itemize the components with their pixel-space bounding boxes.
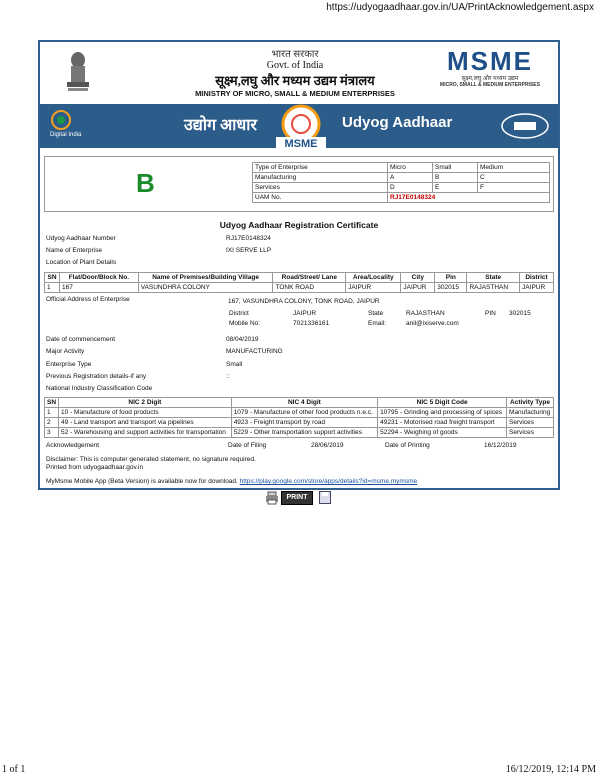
nic-label: National Industry Classification Code <box>46 385 153 392</box>
table-cell: 1 <box>45 408 59 418</box>
msme-logo-hindi: सूक्ष्म,लघु और मध्यम उद्यम <box>461 76 519 82</box>
major-activity-label: Major Activity <box>46 348 85 355</box>
plant-table <box>44 272 554 293</box>
table-cell: JAIPUR <box>520 283 554 293</box>
table-cell: Type of Enterprise <box>253 163 388 173</box>
print-controls <box>265 491 345 505</box>
table-cell: 1 <box>45 283 60 293</box>
enterprise-type-value: Small <box>226 361 243 368</box>
table-cell: Services <box>253 183 388 193</box>
table-cell: D <box>388 183 433 193</box>
enterprise-type-label: Enterprise Type <box>46 361 92 368</box>
column-header: Pin <box>435 273 467 283</box>
msme-logo <box>440 48 540 94</box>
disclaimer-text: Disclaimer: This is computer generated statement, no signature required. <box>46 456 256 463</box>
pin-value: 302015 <box>509 310 531 317</box>
printer-icon[interactable] <box>265 491 279 505</box>
table-row <box>253 173 550 183</box>
udyog-number-value: RJ17E0148324 <box>226 235 271 242</box>
table-cell: 49 - Land transport and transport via pipelines <box>59 418 232 428</box>
govt-of-india-text: Govt. of India <box>266 60 324 71</box>
table-cell: Micro <box>388 163 433 173</box>
table-row <box>45 428 554 438</box>
table-cell: Services <box>507 428 554 438</box>
table-cell: 302015 <box>435 283 467 293</box>
column-header: City <box>401 273 435 283</box>
state-value: RAJASTHAN <box>406 310 445 317</box>
printed-from-text: Printed from udyogaadhaar.gov.in <box>46 464 144 471</box>
table-cell: F <box>478 183 550 193</box>
column-header: SN <box>45 273 60 283</box>
table-cell: 167 <box>60 283 139 293</box>
column-header: Activity Type <box>507 398 554 408</box>
date-of-printing-value: 16/12/2019 <box>484 442 517 449</box>
table-cell: 4923 - Freight transport by road <box>231 418 377 428</box>
table-cell: JAIPUR <box>346 283 401 293</box>
enterprise-name-value: IXI SERVE LLP <box>226 247 272 254</box>
msme-logo-text: MSME <box>447 46 533 76</box>
uam-value: RJ17E0148324 <box>388 193 550 203</box>
table-cell: JAIPUR <box>401 283 435 293</box>
column-header: NIC 5 Digit Code <box>378 398 507 408</box>
column-header: Flat/Door/Block No. <box>60 273 139 283</box>
table-row <box>45 408 554 418</box>
hindi-govt-text: भारत सरकार <box>271 49 319 60</box>
column-header: State <box>467 273 520 283</box>
previous-registration-label: Previous Registration details-if any <box>46 373 147 380</box>
table-cell: 52294 - Weighing of goods <box>378 428 507 438</box>
ministry-hindi: सूक्ष्म,लघु और मध्यम उद्यम मंत्रालय <box>215 73 375 88</box>
table-cell: Services <box>507 418 554 428</box>
print-datetime: 16/12/2019, 12:14 PM <box>505 764 596 775</box>
national-emblem-icon <box>62 50 94 94</box>
band-english-title: Udyog Aadhaar <box>342 114 453 131</box>
table-cell: TONK ROAD <box>273 283 346 293</box>
table-header-row <box>45 273 554 283</box>
udyog-number-label: Udyog Aadhaar Number <box>46 235 116 242</box>
state-label: State <box>368 310 384 317</box>
table-row <box>253 183 550 193</box>
table-cell: 2 <box>45 418 59 428</box>
aadhaar-msme-badge-icon <box>270 104 332 150</box>
msme-small-badge-icon <box>500 112 550 140</box>
table-row <box>45 283 554 293</box>
pin-label: PIN <box>485 310 496 317</box>
column-header: District <box>520 273 554 283</box>
table-cell: B <box>433 173 478 183</box>
table-cell: VASUNDHRA COLONY <box>138 283 273 293</box>
ministry-english: MINISTRY OF MICRO, SMALL & MEDIUM ENTERPRISES <box>195 89 395 98</box>
table-cell: 5229 - Other transportation support activities <box>231 428 377 438</box>
table-cell: Medium <box>478 163 550 173</box>
mobile-app-text <box>46 478 417 485</box>
table-cell: 10 - Manufacture of food products <box>59 408 232 418</box>
save-icon[interactable] <box>319 491 331 504</box>
table-cell: Manufacturing <box>253 173 388 183</box>
email-label: Email: <box>368 320 387 327</box>
table-cell: A <box>388 173 433 183</box>
category-letter: B <box>136 168 155 198</box>
enterprise-type-table <box>252 162 550 203</box>
digital-india-logo <box>50 110 110 142</box>
mobile-app-link[interactable]: https://play.google.com/store/apps/details?id=msme.mymsme <box>239 478 418 485</box>
enterprise-name-label: Name of Enterprise <box>46 247 102 254</box>
major-activity-value: MANUFACTURING <box>226 348 283 355</box>
plant-details-label: Location of Plant Details <box>46 259 117 266</box>
date-of-filing-value: 28/06/2019 <box>311 442 344 449</box>
uam-label: UAM No. <box>253 193 388 203</box>
commencement-value: 08/04/2019 <box>226 336 259 343</box>
table-header-row <box>45 398 554 408</box>
column-header: NIC 2 Digit <box>59 398 232 408</box>
certificate-title: Udyog Aadhaar Registration Certificate <box>219 220 379 230</box>
msme-logo-sub: MICRO, SMALL & MEDIUM ENTERPRISES <box>440 82 540 88</box>
mobile-label: Mobile No: <box>229 320 261 327</box>
email-value: anil@ixiserve.com <box>406 320 459 327</box>
table-cell: C <box>478 173 550 183</box>
print-button[interactable]: PRINT <box>281 491 313 505</box>
table-row <box>45 418 554 428</box>
district-value: JAIPUR <box>293 310 317 317</box>
table-cell: 52 - Warehousing and support activities for transportation <box>59 428 232 438</box>
official-address-label: Official Address of Enterprise <box>46 296 130 303</box>
acknowledgement-label: Acknowledgement <box>46 442 100 449</box>
date-of-filing-label: Date of Filing <box>228 442 267 449</box>
column-header: Area/Locality <box>346 273 401 283</box>
page-number: 1 of 1 <box>2 764 26 775</box>
official-address-value: 167, VASUNDHRA COLONY, TONK ROAD, JAIPUR <box>228 298 380 305</box>
commencement-label: Date of commencement <box>46 336 116 343</box>
previous-registration-value: :: <box>226 373 230 380</box>
page-url: https://udyogaadhaar.gov.in/UA/PrintAcknowledgement.aspx <box>326 2 594 13</box>
badge-text: MSME <box>284 138 318 150</box>
table-cell: Manufacturing <box>507 408 554 418</box>
column-header: NIC 4 Digit <box>231 398 377 408</box>
date-of-printing-label: Date of Printing <box>385 442 430 449</box>
digital-india-icon <box>50 110 72 130</box>
table-cell: 1079 - Manufacture of other food products n.e.c. <box>231 408 377 418</box>
column-header: Name of Premises/Building Village <box>138 273 273 283</box>
mobile-app-label: MyMsme Mobile App (Beta Version) is available now for download. <box>46 478 238 485</box>
district-label: District <box>229 310 249 317</box>
column-header: Road/Street/ Lane <box>273 273 346 283</box>
table-cell: 10795 - Grinding and processing of spices <box>378 408 507 418</box>
table-cell: RAJASTHAN <box>467 283 520 293</box>
digital-india-text: Digital India <box>50 132 82 138</box>
table-row <box>253 193 550 203</box>
ministry-header <box>180 46 410 98</box>
table-row <box>253 163 550 173</box>
table-cell: E <box>433 183 478 193</box>
nic-table <box>44 397 554 438</box>
table-cell: 3 <box>45 428 59 438</box>
band-hindi-title: उद्योग आधार <box>184 117 257 134</box>
column-header: SN <box>45 398 59 408</box>
mobile-value: 7021336161 <box>293 320 330 327</box>
table-cell: 49231 - Motorised road freight transport <box>378 418 507 428</box>
table-cell: Small <box>433 163 478 173</box>
